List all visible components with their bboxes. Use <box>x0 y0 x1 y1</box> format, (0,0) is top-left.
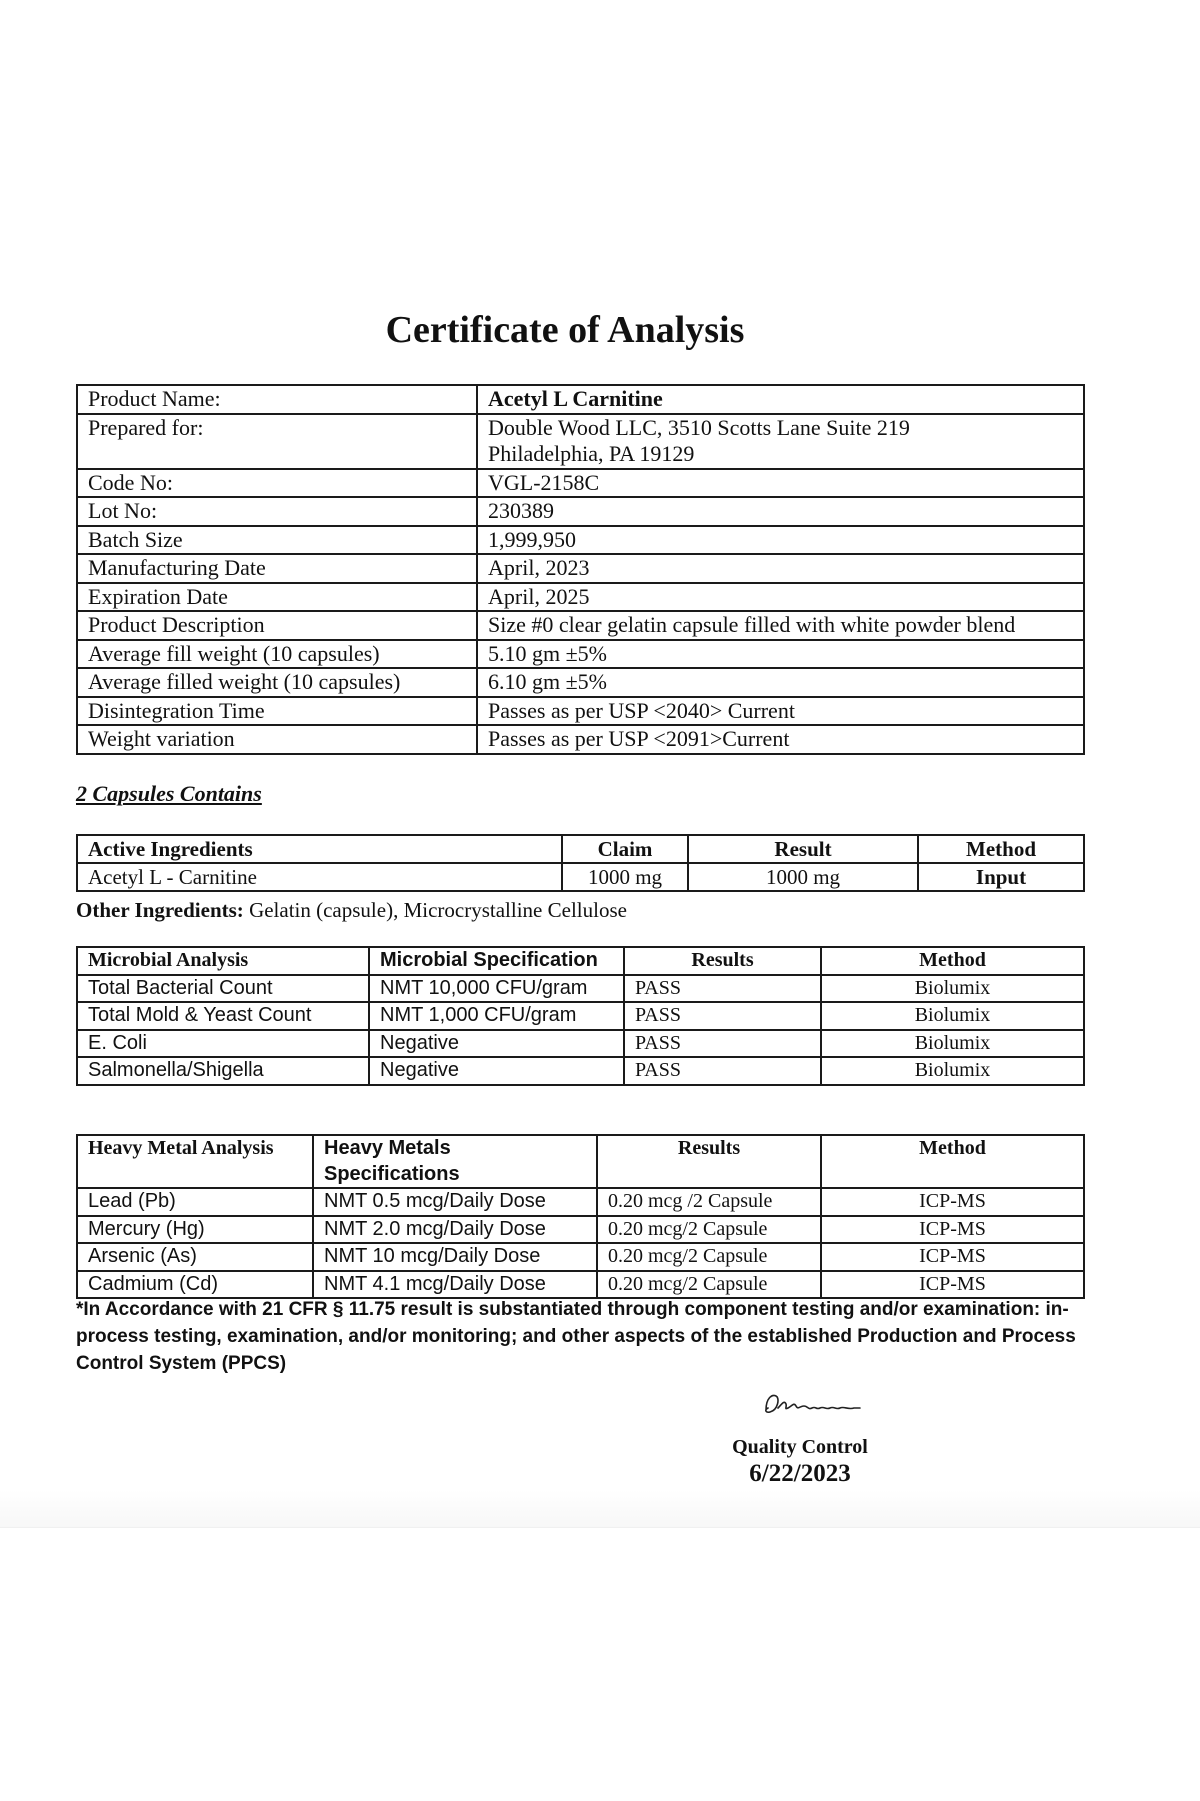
info-value-line: 230389 <box>488 498 554 523</box>
microbial-test: Total Bacterial Count <box>77 975 369 1003</box>
metal-metal: Mercury (Hg) <box>77 1216 313 1244</box>
info-label: Manufacturing Date <box>77 554 477 583</box>
metal-result: 0.20 mcg/2 Capsule <box>597 1243 821 1271</box>
header-results: Results <box>624 947 821 975</box>
microbial-test: E. Coli <box>77 1030 369 1058</box>
info-label: Average filled weight (10 capsules) <box>77 668 477 697</box>
info-value-line: Double Wood LLC, 3510 Scotts Lane Suite 219 <box>488 414 910 440</box>
table-row <box>77 975 1084 1003</box>
info-value <box>477 583 1084 612</box>
microbial-spec: NMT 10,000 CFU/gram <box>369 975 624 1003</box>
microbial-test: Salmonella/Shigella <box>77 1057 369 1085</box>
microbial-result: PASS <box>624 975 821 1003</box>
other-ingredients <box>76 898 627 923</box>
microbial-spec: Negative <box>369 1057 624 1085</box>
microbial-method: Biolumix <box>821 975 1084 1003</box>
cfr-footnote: *In Accordance with 21 CFR § 11.75 result is substantiated through component testing and/or examination: in-process testing, examination, and/or monitoring; and other aspects of the established Production and Process Control System (PPCS) <box>76 1299 1076 1374</box>
table-row <box>77 1030 1084 1058</box>
header-heavy-metals-specifications: Heavy Metals Specifications <box>313 1135 597 1188</box>
info-label: Disintegration Time <box>77 697 477 726</box>
header-active-ingredients: Active Ingredients <box>77 835 562 863</box>
microbial-spec: NMT 1,000 CFU/gram <box>369 1002 624 1030</box>
info-row <box>77 385 1084 414</box>
info-value <box>477 611 1084 640</box>
header-heavy-metal-analysis: Heavy Metal Analysis <box>77 1135 313 1188</box>
info-value-line: April, 2025 <box>488 583 590 609</box>
info-label: Weight variation <box>77 725 477 754</box>
info-row <box>77 497 1084 526</box>
info-value <box>477 697 1084 726</box>
other-ingredients-value: Gelatin (capsule), Microcrystalline Cellulose <box>249 898 627 922</box>
metal-metal: Arsenic (As) <box>77 1243 313 1271</box>
ingredient-name: Acetyl L - Carnitine <box>77 863 562 891</box>
info-value <box>477 469 1084 498</box>
table-row <box>77 1057 1084 1085</box>
metal-spec: NMT 2.0 mcg/Daily Dose <box>313 1216 597 1244</box>
header-method: Method <box>821 947 1084 975</box>
info-row <box>77 640 1084 669</box>
product-info-table <box>76 384 1085 755</box>
info-row <box>77 697 1084 726</box>
metal-result: 0.20 mcg/2 Capsule <box>597 1271 821 1299</box>
info-label: Expiration Date <box>77 583 477 612</box>
signature-image <box>760 1384 880 1424</box>
info-row <box>77 725 1084 754</box>
quality-control-date: 6/22/2023 <box>749 1460 851 1487</box>
metal-metal: Lead (Pb) <box>77 1188 313 1216</box>
table-row <box>77 1216 1084 1244</box>
table-row <box>77 863 1084 891</box>
info-value <box>477 640 1084 669</box>
header-claim: Claim <box>562 835 688 863</box>
ingredient-method: Input <box>918 863 1084 891</box>
metal-method: ICP-MS <box>821 1243 1084 1271</box>
metal-metal: Cadmium (Cd) <box>77 1271 313 1299</box>
metal-result: 0.20 mcg/2 Capsule <box>597 1216 821 1244</box>
document-title: Certificate of Analysis <box>385 309 745 351</box>
info-value-line: 1,999,950 <box>488 526 576 552</box>
microbial-analysis-table <box>76 946 1085 1086</box>
microbial-method: Biolumix <box>821 1030 1084 1058</box>
microbial-result: PASS <box>624 1030 821 1058</box>
ingredient-claim: 1000 mg <box>562 863 688 891</box>
header-method: Method <box>918 835 1084 863</box>
heavy-metal-analysis-table <box>76 1134 1085 1299</box>
info-value-line: Acetyl L Carnitine <box>488 386 663 411</box>
info-label: Prepared for: <box>77 414 477 469</box>
info-value <box>477 414 1084 469</box>
info-value-line: VGL-2158C <box>488 469 600 495</box>
info-label: Lot No: <box>77 497 477 526</box>
capsules-caption: 2 Capsules Contains <box>76 781 262 806</box>
info-label: Product Name: <box>77 385 477 414</box>
info-value <box>477 725 1084 754</box>
table-row <box>77 1002 1084 1030</box>
table-row <box>77 1188 1084 1216</box>
info-row <box>77 583 1084 612</box>
info-label: Batch Size <box>77 526 477 555</box>
metal-method: ICP-MS <box>821 1271 1084 1299</box>
info-row <box>77 469 1084 498</box>
info-value-line: Passes as per USP <2091>Current <box>488 726 790 751</box>
table-row <box>77 1243 1084 1271</box>
info-row <box>77 414 1084 469</box>
table-header-row <box>77 835 1084 863</box>
ingredient-result: 1000 mg <box>688 863 918 891</box>
microbial-method: Biolumix <box>821 1002 1084 1030</box>
metal-spec: NMT 10 mcg/Daily Dose <box>313 1243 597 1271</box>
microbial-test: Total Mold & Yeast Count <box>77 1002 369 1030</box>
info-value-line: Size #0 clear gelatin capsule filled with white powder blend <box>488 612 1016 637</box>
info-value-line: 6.10 gm ±5% <box>488 669 608 694</box>
info-label: Code No: <box>77 469 477 498</box>
info-value-line: April, 2023 <box>488 555 590 580</box>
header-microbial-analysis: Microbial Analysis <box>77 947 369 975</box>
header-results: Results <box>597 1135 821 1188</box>
info-value-line: 5.10 gm ±5% <box>488 640 608 666</box>
info-value <box>477 526 1084 555</box>
info-label: Product Description <box>77 611 477 640</box>
header-result: Result <box>688 835 918 863</box>
metal-spec: NMT 4.1 mcg/Daily Dose <box>313 1271 597 1299</box>
info-label: Average fill weight (10 capsules) <box>77 640 477 669</box>
info-value <box>477 497 1084 526</box>
info-value <box>477 554 1084 583</box>
table-header-row <box>77 947 1084 975</box>
other-ingredients-label: Other Ingredients: <box>76 898 244 922</box>
metal-spec: NMT 0.5 mcg/Daily Dose <box>313 1188 597 1216</box>
microbial-result: PASS <box>624 1002 821 1030</box>
page-bottom-area <box>0 1527 1200 1801</box>
page-edge-fade <box>0 1490 1200 1528</box>
microbial-spec: Negative <box>369 1030 624 1058</box>
info-value-line: Passes as per USP <2040> Current <box>488 697 795 723</box>
table-row <box>77 1271 1084 1299</box>
info-value <box>477 668 1084 697</box>
info-value-line: Philadelphia, PA 19129 <box>488 441 695 466</box>
microbial-method: Biolumix <box>821 1057 1084 1085</box>
header-microbial-specification: Microbial Specification <box>369 947 624 975</box>
active-ingredients-table <box>76 834 1085 892</box>
header-method: Method <box>821 1135 1084 1188</box>
info-row <box>77 554 1084 583</box>
metal-result: 0.20 mcg /2 Capsule <box>597 1188 821 1216</box>
info-row <box>77 526 1084 555</box>
quality-control-label: Quality Control <box>732 1436 868 1458</box>
info-row <box>77 611 1084 640</box>
info-row <box>77 668 1084 697</box>
table-header-row <box>77 1135 1084 1188</box>
metal-method: ICP-MS <box>821 1188 1084 1216</box>
microbial-result: PASS <box>624 1057 821 1085</box>
metal-method: ICP-MS <box>821 1216 1084 1244</box>
info-value <box>477 385 1084 414</box>
